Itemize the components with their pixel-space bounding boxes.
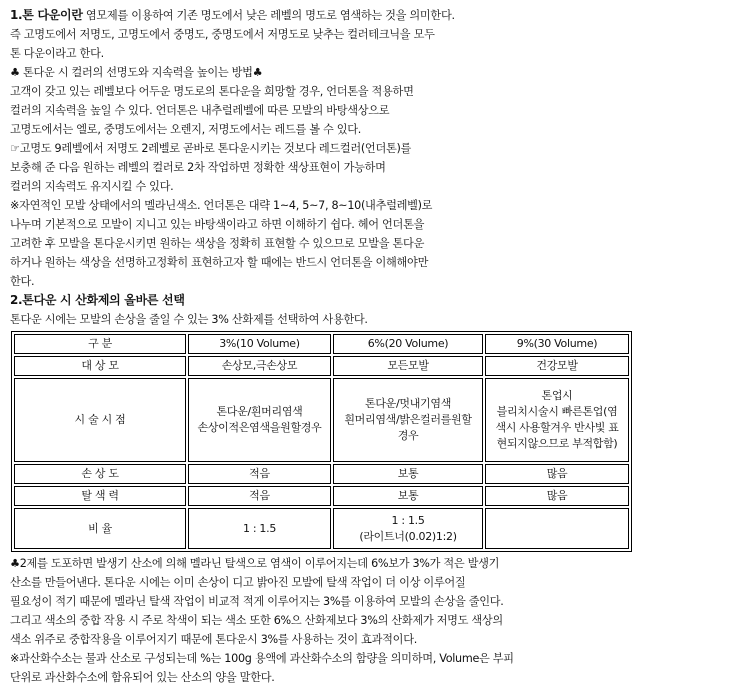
table-cell <box>485 378 629 462</box>
row-label: 손 상 도 <box>14 464 186 484</box>
body-line: 보충해 준 다음 원하는 레벨의 컬러로 2차 작업하면 정확한 색상표현이 가능하며 <box>10 161 386 174</box>
cell-line: 색시 사용할겨우 반사빛 표 <box>495 421 619 434</box>
row-label: 비 율 <box>14 508 186 549</box>
body-line: 즉 고명도에서 저명도, 고명도에서 중명도, 중명도에서 저명도로 낮추는 컬러테크닉을 모두 <box>10 28 435 41</box>
table-row-target-hair <box>14 356 629 376</box>
cell-line: 흰머리염색/밝은컬러를원할 <box>344 413 472 426</box>
body-line: ♣2제를 도포하면 발생기 산소에 의해 멜라닌 탈색으로 염색이 이루어지는데 6%보가 3%가 적은 발생기 <box>10 557 500 570</box>
table-cell <box>333 508 483 549</box>
table-cell: 보통 <box>333 464 483 484</box>
body-line: 그리고 색소의 중합 작용 시 주로 착색이 되는 색소 또한 6%으 산화제보다 3%의 산화제가 저명도 색상의 <box>10 614 503 627</box>
body-line: 하거나 원하는 색상을 선명하고정확히 표현하고자 할 때에는 반드시 언더톤을 이해해야만 <box>10 256 429 269</box>
body-line: 고려한 후 모발을 톤다운시키면 원하는 색상을 정확히 표현할 수 있으므로 모발을 톤다운 <box>10 237 425 250</box>
body-line: 산소를 만들어낸다. 톤다운 시에는 이미 손상이 디고 밝아진 모발에 탈색 작업이 더 이상 이루어질 <box>10 576 466 589</box>
table-cell: 많음 <box>485 464 629 484</box>
body-line: 톤 다운이라고 한다. <box>10 47 104 60</box>
section2-intro: 톤다운 시에는 모발의 손상을 줄일 수 있는 3% 산화제를 선택하여 사용한다. <box>10 313 368 326</box>
oxidizer-comparison-table <box>11 331 632 552</box>
section1-definition: 염모제를 이용하여 기존 명도에서 낮은 레벨의 명도로 염색하는 것을 의미한다. <box>82 9 455 22</box>
body-line: ♣ 톤다운 시 컬러의 선명도와 지속력을 높이는 방법♣ <box>10 66 263 79</box>
row-label: 시 술 시 점 <box>14 378 186 462</box>
cell-line: 1 : 1.5 <box>391 513 425 527</box>
header-category: 구 분 <box>14 334 186 354</box>
row-label: 탈 색 력 <box>14 486 186 506</box>
body-line: 나누며 기본적으로 모발이 지니고 있는 바탕색이라고 하면 이해하기 쉽다. 헤어 언더톤을 <box>10 218 425 231</box>
body-line: 필요성이 적기 때문에 멜라닌 탈색 작업이 비교적 적게 이루어지는 3%를 이용하여 모발의 손상을 줄인다. <box>10 595 504 608</box>
table-row-ratio <box>14 508 629 549</box>
body-line: 단위로 과산화수소에 함유되어 있는 산소의 양을 말한다. <box>10 671 275 684</box>
table-row-header <box>14 334 629 354</box>
body-line: 컬러의 지속력을 높일 수 있다. 언더톤은 내추럴레벨에 따른 모발의 바탕색상으로 <box>10 104 390 117</box>
table-cell: 적음 <box>188 486 331 506</box>
cell-line: 톤다운/흰머리염색 <box>216 405 303 418</box>
table-cell: 많음 <box>485 486 629 506</box>
header-3-percent: 3%(10 Volume) <box>188 334 331 354</box>
table-cell <box>188 378 331 462</box>
table-cell-empty <box>485 508 629 549</box>
body-line: ※자연적인 모발 상태에서의 멜라닌색소. 언더톤은 대략 1~4, 5~7, 8~10(내추럴레벨)로 <box>10 199 433 212</box>
body-line: ☞고명도 9레벨에서 저명도 2레벨로 곧바로 톤다운시키는 것보다 레드컬러(언더톤)를 <box>10 142 412 155</box>
footer-notes <box>10 554 732 687</box>
table-cell: 적음 <box>188 464 331 484</box>
body-line: 고명도에서는 엘로, 중명도에서는 오렌지, 저명도에서는 레드를 볼 수 있다. <box>10 123 362 136</box>
body-line: 고객이 갖고 있는 레벨보다 어두운 명도로의 톤다운을 희망할 경우, 언더톤을 적용하면 <box>10 85 414 98</box>
cell-line: 현되지않으므로 부적합함) <box>496 437 618 450</box>
body-line: ※과산화수소는 물과 산소로 구성되는데 %는 100g 용액에 과산화수소의 함량을 의미하며, Volume은 부피 <box>10 652 514 665</box>
section2-heading: 2.톤다운 시 산화제의 올바른 선택 <box>10 293 185 307</box>
body-line: 한다. <box>10 275 35 288</box>
table-cell: 보통 <box>333 486 483 506</box>
table-row-damage <box>14 464 629 484</box>
table-cell: 1 : 1.5 <box>188 508 331 549</box>
cell-line: 톤업시 <box>541 389 573 402</box>
header-6-percent: 6%(20 Volume) <box>333 334 483 354</box>
table-cell <box>333 378 483 462</box>
header-9-percent: 9%(30 Volume) <box>485 334 629 354</box>
section1-heading-line <box>10 6 732 25</box>
cell-line: (라이트너(0.02)1:2) <box>359 529 457 543</box>
table-cell: 손상모,극손상모 <box>188 356 331 376</box>
body-line: 컬러의 지속력도 유지시킬 수 있다. <box>10 180 174 193</box>
row-label: 대 상 모 <box>14 356 186 376</box>
section1-heading: 1.톤 다운이란 <box>10 8 83 22</box>
cell-line: 손상이적은염색을원할경우 <box>197 421 322 434</box>
cell-line: 톤다운/멋내기염색 <box>365 397 452 410</box>
document-page <box>10 6 732 687</box>
table-cell: 모든모발 <box>333 356 483 376</box>
body-line: 색소 위주로 중합작용을 이루어지기 때문에 톤다운시 3%를 사용하는 것이 효과적이다. <box>10 633 417 646</box>
cell-line: 경우 <box>397 429 419 442</box>
table-row-timing <box>14 378 629 462</box>
table-cell: 건강모발 <box>485 356 629 376</box>
table-row-bleaching <box>14 486 629 506</box>
cell-line: 블리치시술시 빠른톤업(염 <box>496 405 618 418</box>
